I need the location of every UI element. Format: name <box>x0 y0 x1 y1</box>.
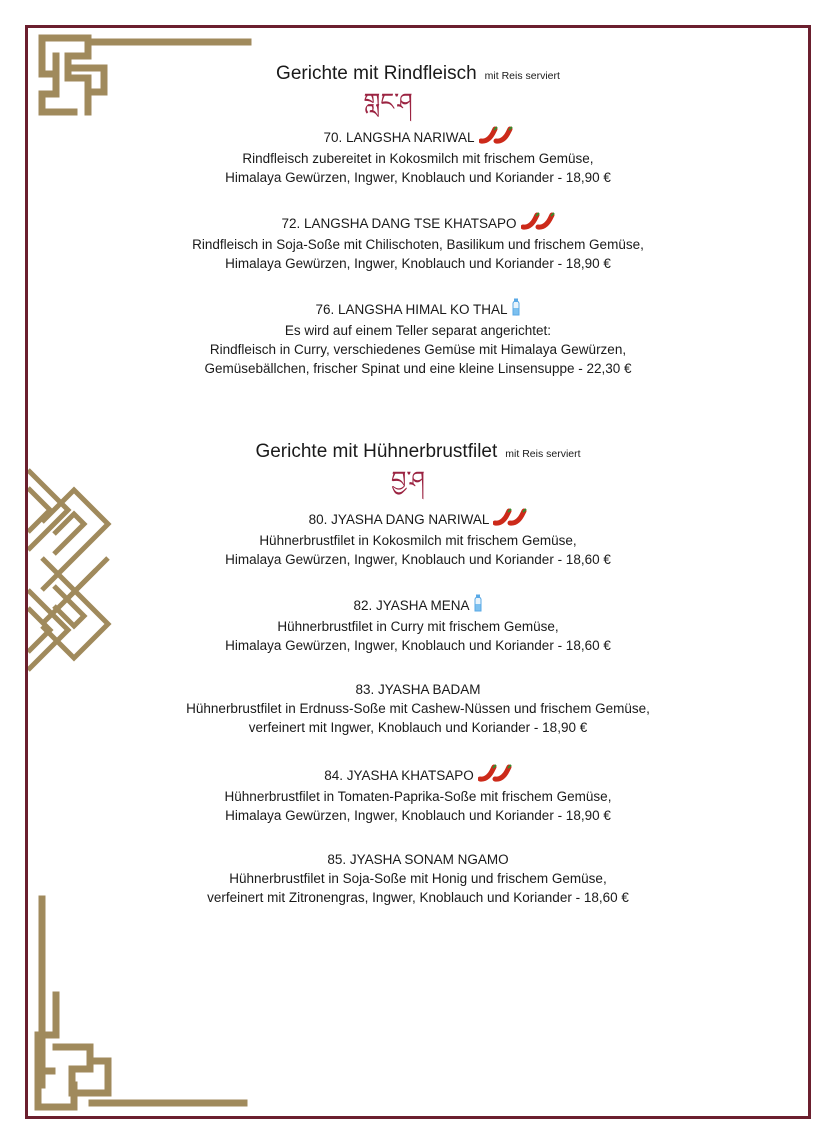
dish-description: Rindfleisch in Curry, verschiedenes Gemüse mit Himalaya Gewürzen, <box>209 342 627 357</box>
dish-description: Himalaya Gewürzen, Ingwer, Knoblauch und Koriander - 18,60 € <box>225 638 611 653</box>
dish-description: Gemüsebällchen, frischer Spinat und eine kleine Linsensuppe - 22,30 € <box>204 361 632 376</box>
dish-description: Rindfleisch in Soja-Soße mit Chilischoten, Basilikum und frischem Gemüse, <box>192 237 644 252</box>
section-beef <box>28 62 808 116</box>
section-title-text: Gerichte mit Rindfleisch <box>276 63 477 84</box>
dish-name: 72. LANGSHA DANG TSE KHATSAPO <box>281 216 517 231</box>
section-chicken <box>28 440 808 494</box>
dish-description: verfeinert mit Zitronengras, Ingwer, Knoblauch und Koriander - 18,60 € <box>207 890 629 905</box>
dish-description: Himalaya Gewürzen, Ingwer, Knoblauch und Koriander - 18,60 € <box>225 552 611 567</box>
tibetan-script: གླང་ཤ <box>363 88 413 116</box>
chili-icon <box>493 508 527 531</box>
dish-name: 76. LANGSHA HIMAL KO THAL <box>315 302 508 317</box>
milk-bottle-icon <box>473 594 483 617</box>
dish-item <box>28 298 808 378</box>
dish-name: 80. JYASHA DANG NARIWAL <box>308 512 490 527</box>
milk-bottle-icon <box>511 298 521 321</box>
dish-description: Hühnerbrustfilet in Curry mit frischem Gemüse, <box>277 619 559 634</box>
dish-description: Himalaya Gewürzen, Ingwer, Knoblauch und Koriander - 18,90 € <box>225 256 611 271</box>
dish-item <box>28 126 808 187</box>
dish-name-row <box>28 298 808 321</box>
dish-description: Hühnerbrustfilet in Soja-Soße mit Honig und frischem Gemüse, <box>229 871 607 886</box>
dish-name: 84. JYASHA KHATSAPO <box>324 768 474 783</box>
dish-description: Hühnerbrustfilet in Kokosmilch mit frischem Gemüse, <box>259 533 577 548</box>
section-title <box>28 440 808 466</box>
dish-description: Hühnerbrustfilet in Tomaten-Paprika-Soße mit frischem Gemüse, <box>224 789 612 804</box>
dish-name: 85. JYASHA SONAM NGAMO <box>327 852 509 867</box>
dish-name-row <box>28 508 808 531</box>
dish-name-row <box>28 680 808 699</box>
dish-description: Hühnerbrustfilet in Erdnuss-Soße mit Cashew-Nüssen und frischem Gemüse, <box>186 701 650 716</box>
dish-description: Rindfleisch zubereitet in Kokosmilch mit frischem Gemüse, <box>242 151 594 166</box>
chili-icon <box>478 764 512 787</box>
tibetan-script: བྱ་ཤ <box>391 466 425 494</box>
section-note: mit Reis serviert <box>505 448 581 460</box>
section-title <box>28 62 808 88</box>
dish-item <box>28 764 808 825</box>
chili-icon <box>521 212 555 235</box>
chili-icon <box>479 126 513 149</box>
dish-name: 83. JYASHA BADAM <box>355 682 481 697</box>
section-title-text: Gerichte mit Hühnerbrustfilet <box>255 441 498 462</box>
dish-name: 82. JYASHA MENA <box>353 598 470 613</box>
dish-name-row <box>28 212 808 235</box>
dish-item <box>28 212 808 273</box>
dish-description: Himalaya Gewürzen, Ingwer, Knoblauch und Koriander - 18,90 € <box>225 808 611 823</box>
dish-item <box>28 594 808 655</box>
section-note: mit Reis serviert <box>484 70 560 82</box>
dish-item <box>28 508 808 569</box>
dish-name-row <box>28 594 808 617</box>
dish-name-row <box>28 126 808 149</box>
dish-name-row <box>28 764 808 787</box>
dish-name: 70. LANGSHA NARIWAL <box>323 130 475 145</box>
dish-description: Himalaya Gewürzen, Ingwer, Knoblauch und Koriander - 18,90 € <box>225 170 611 185</box>
corner-ornament-bottom-left <box>28 895 258 1117</box>
dish-item <box>28 680 808 737</box>
dish-description: verfeinert mit Ingwer, Knoblauch und Koriander - 18,90 € <box>248 720 588 735</box>
dish-description: Es wird auf einem Teller separat angerichtet: <box>284 323 552 338</box>
dish-name-row <box>28 850 808 869</box>
dish-item <box>28 850 808 907</box>
